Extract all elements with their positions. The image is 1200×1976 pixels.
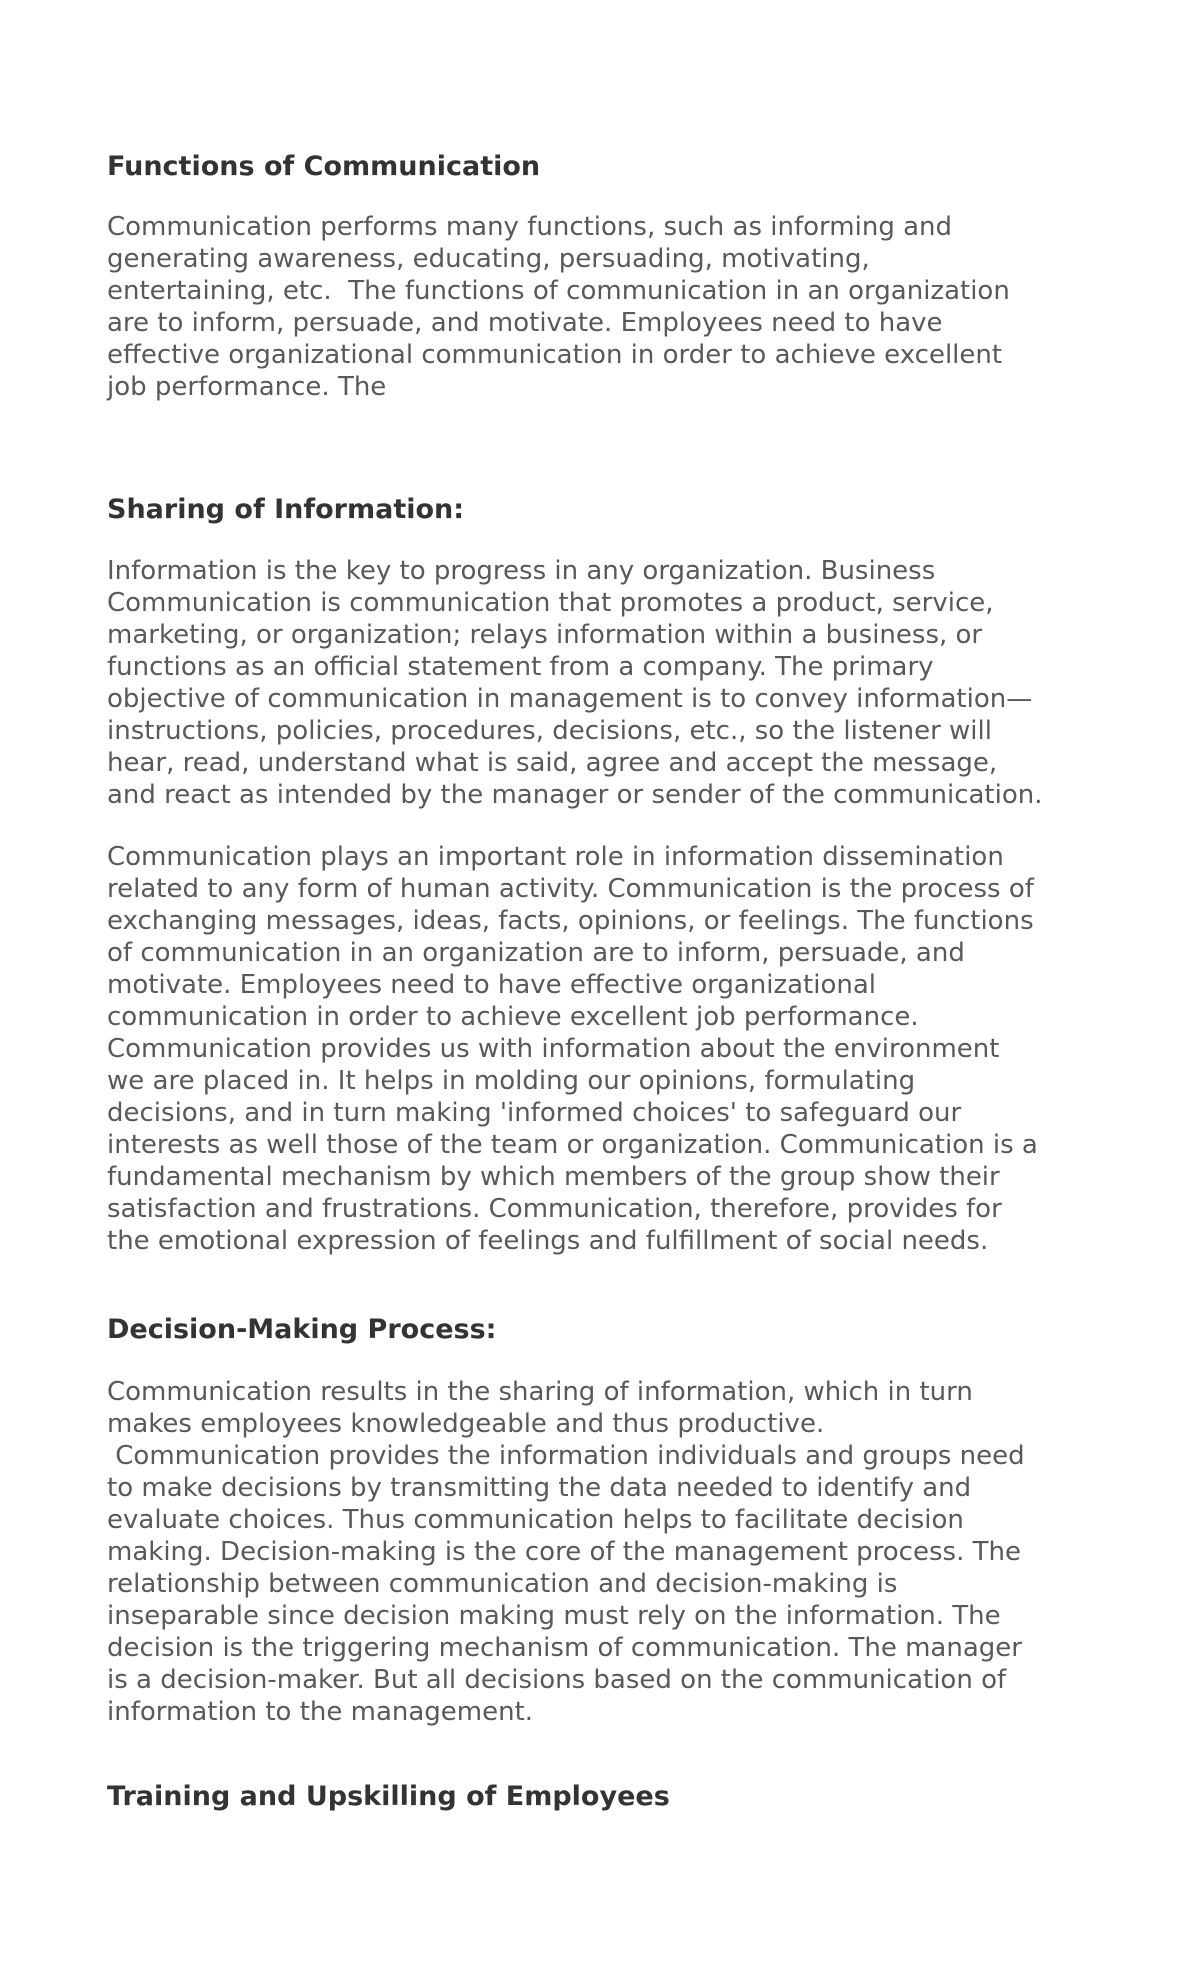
section-heading-decision-making-process: Decision-Making Process: — [107, 1314, 497, 1345]
section-heading-sharing-of-information: Sharing of Information: — [107, 494, 465, 525]
paragraph-sharing-of-information-1: Information is the key to progress in any organization. Business Communication is communication that promotes a product, service, marketing, or organization; relays information within a business, or functions as an official statement from a company. The primary objective of communication in management is to convey information— instructions, policies, procedures, decisions, etc., so the listener will hear, read, understand what is said, agree and accept the message, and react as intended by the manager or sender of the communication. — [107, 556, 1043, 810]
paragraph-decision-making-process: Communication results in the sharing of information, which in turn makes employees knowledgeable and thus productive. Communication provides the information individuals and groups need to make decisions by transmitting the data needed to identify and evaluate choices. Thus communication helps to facilitate decision making. Decision-making is the core of the management process. The relationship between communication and decision-making is inseparable since decision making must rely on the information. The decision is the triggering mechanism of communication. The manager is a decision-maker. But all decisions based on the communication of information to the management. — [107, 1377, 1025, 1727]
section-heading-functions-of-communication: Functions of Communication — [107, 151, 541, 182]
section-heading-training-and-upskilling: Training and Upskilling of Employees — [107, 1781, 670, 1812]
document-page — [107, 150, 1127, 1814]
paragraph-functions-of-communication: Communication performs many functions, such as informing and generating awareness, educating, persuading, motivating, entertaining, etc. The functions of communication in an organization are to inform, persuade, and motivate. Employees need to have effective organizational communication in order to achieve excellent job performance. The — [107, 212, 1010, 402]
paragraph-sharing-of-information-2: Communication plays an important role in information dissemination related to any form of human activity. Communication is the process of exchanging messages, ideas, facts, opinions, or feelings. The functions of communication in an organization are to inform, persuade, and motivate. Employees need to have effective organizational communication in order to achieve excellent job performance. Communication provides us with information about the environment we are placed in. It helps in molding our opinions, formulating decisions, and in turn making 'informed choices' to safeguard our interests as well those of the team or organization. Communication is a fundamental mechanism by which members of the group show their satisfaction and frustrations. Communication, therefore, provides for the emotional expression of feelings and fulfillment of social needs. — [107, 842, 1038, 1256]
